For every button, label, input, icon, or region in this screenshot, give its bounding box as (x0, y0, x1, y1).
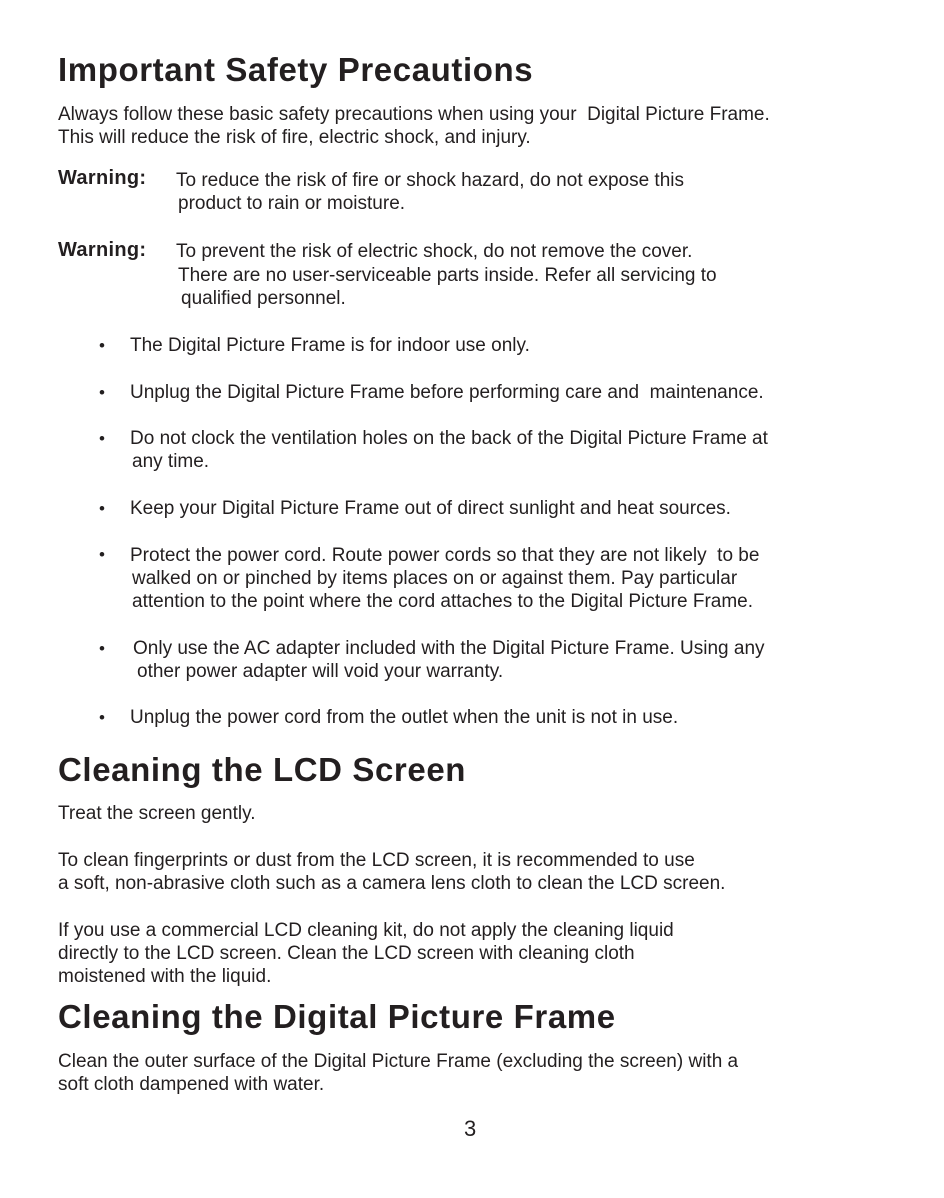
bullet-text: other power adapter will void your warranty. (137, 661, 504, 682)
bullet-text: Keep your Digital Picture Frame out of direct sunlight and heat sources. (130, 498, 731, 519)
bullet-marker: • (99, 545, 105, 564)
lcd-paragraph: a soft, non-abrasive cloth such as a camera lens cloth to clean the LCD screen. (58, 873, 726, 894)
lcd-heading: Cleaning the LCD Screen (58, 751, 467, 788)
page-number: 3 (464, 1116, 477, 1141)
bullet-marker: • (99, 499, 105, 518)
bullet-text: attention to the point where the cord attaches to the Digital Picture Frame. (132, 591, 754, 612)
warning1-line1: To reduce the risk of fire or shock hazard, do not expose this (176, 170, 684, 191)
lcd-paragraph: If you use a commercial LCD cleaning kit, do not apply the cleaning liquid (58, 920, 674, 941)
frame-heading: Cleaning the Digital Picture Frame (58, 998, 616, 1035)
bullet-text: Protect the power cord. Route power cords so that they are not likely to be (130, 545, 760, 566)
lcd-paragraph: To clean fingerprints or dust from the LCD screen, it is recommended to use (58, 850, 695, 871)
bullet-marker: • (99, 429, 105, 448)
warning-label: Warning: (58, 239, 147, 261)
bullet-text: Unplug the Digital Picture Frame before performing care and maintenance. (130, 382, 764, 403)
lcd-paragraph: moistened with the liquid. (58, 966, 272, 987)
safety-intro-line1: Always follow these basic safety precautions when using your Digital Picture Frame. (58, 104, 770, 125)
bullet-text: Do not clock the ventilation holes on the back of the Digital Picture Frame at (130, 428, 768, 449)
warning2-line2: There are no user-serviceable parts inside. Refer all servicing to (178, 265, 717, 286)
bullet-text: Only use the AC adapter included with the Digital Picture Frame. Using any (133, 638, 765, 659)
bullet-text: The Digital Picture Frame is for indoor use only. (130, 335, 530, 356)
bullet-text: any time. (132, 451, 210, 472)
bullet-text: Unplug the power cord from the outlet when the unit is not in use. (130, 707, 679, 728)
bullet-marker: • (99, 336, 105, 355)
bullet-marker: • (99, 639, 105, 658)
frame-paragraph: soft cloth dampened with water. (58, 1074, 325, 1095)
warning-label: Warning: (58, 167, 147, 189)
safety-intro-line2: This will reduce the risk of fire, electric shock, and injury. (58, 127, 531, 148)
bullet-marker: • (99, 383, 105, 402)
frame-paragraph: Clean the outer surface of the Digital Picture Frame (excluding the screen) with a (58, 1051, 739, 1072)
warning2-line1: To prevent the risk of electric shock, do not remove the cover. (176, 241, 693, 262)
warning2-line3: qualified personnel. (181, 288, 346, 309)
lcd-paragraph: Treat the screen gently. (58, 803, 256, 824)
safety-heading: Important Safety Precautions (58, 51, 534, 88)
bullet-marker: • (99, 708, 105, 727)
warning1-line2: product to rain or moisture. (178, 193, 406, 214)
bullet-text: walked on or pinched by items places on or against them. Pay particular (132, 568, 738, 589)
lcd-paragraph: directly to the LCD screen. Clean the LCD screen with cleaning cloth (58, 943, 635, 964)
